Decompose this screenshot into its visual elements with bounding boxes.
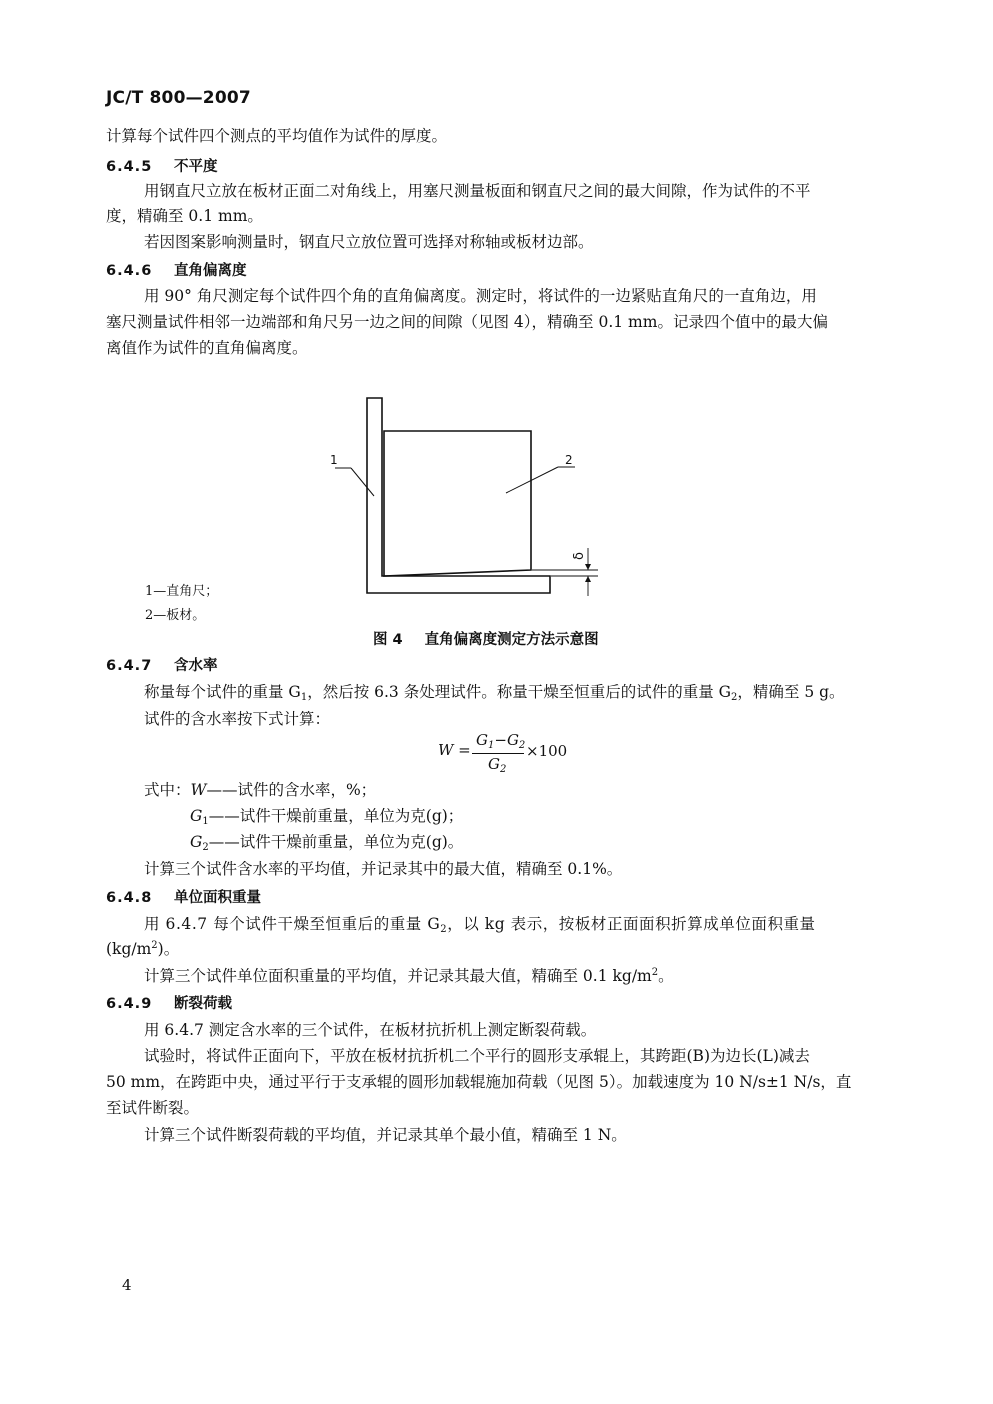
s649-line-4: 至试件断裂。 (106, 1099, 200, 1117)
subscript: 2 (499, 764, 507, 775)
label-1: 1 (330, 453, 338, 467)
section-title: 单位面积重量 (174, 890, 261, 906)
formula-numerator (476, 731, 525, 749)
definition: ——试件的含水率，%； (206, 781, 377, 799)
figure-4-caption (373, 628, 599, 649)
section-6-4-8-heading (106, 886, 261, 907)
subscript: 2 (440, 924, 448, 935)
gap-arrow-up-head (585, 576, 591, 582)
definition: ——试件干燥前重量，单位为克(g)。 (208, 833, 464, 851)
where-w (144, 779, 376, 801)
symbol: G (190, 807, 203, 825)
s647-line-1 (144, 681, 845, 703)
intro-line: 计算每个试件四个测点的平均值作为试件的厚度。 (106, 127, 448, 145)
text-segment: )。 (157, 940, 180, 958)
section-number: 6.4.7 (106, 658, 153, 674)
s645-paragraph-1-line-1: 用钢直尺立放在板材正面二对角线上，用塞尺测量板面和钢直尺之间的最大间隙，作为试件的不平 (144, 182, 811, 200)
text-segment: ，然后按 6.3 条处理试件。称量干燥至恒重后的试件的重量 G (307, 683, 732, 701)
figure-4-legend-1: 1—直角尺； (145, 584, 219, 599)
section-number: 6.4.5 (106, 159, 153, 175)
section-number: 6.4.6 (106, 263, 153, 279)
s649-line-2: 试验时，将试件正面向下，平放在板材抗折机二个平行的圆形支承辊上，其跨距(B)为边长(L)减去 (144, 1047, 810, 1065)
s646-line-2: 塞尺测量试件相邻一边端部和角尺另一边之间的间隙（见图 4），精确至 0.1 mm。记录四个值中的最大偏 (106, 313, 828, 331)
section-title: 不平度 (174, 159, 218, 175)
where-g1 (190, 805, 463, 827)
subscript: 1 (300, 692, 308, 703)
symbol: G (488, 755, 500, 773)
subscript: 2 (731, 692, 738, 703)
text-segment: 用 6.4.7 每个试件干燥至恒重后的重量 G (144, 915, 441, 933)
label-1-leader (351, 468, 374, 496)
formula-rhs: ×100 (526, 742, 568, 760)
section-6-4-7-heading (106, 654, 218, 675)
standard-code-header: JC/T 800—2007 (106, 88, 251, 108)
superscript: 2 (151, 940, 158, 951)
section-6-4-9-heading (106, 992, 232, 1013)
figure-4-legend-2: 2—板材。 (145, 608, 206, 623)
gap-arrow-down-head (585, 564, 591, 570)
section-title: 含水率 (174, 658, 218, 674)
delta-symbol: δ (572, 552, 587, 560)
s647-last-line: 计算三个试件含水率的平均值，并记录其中的最大值，精确至 0.1%。 (144, 860, 623, 878)
definition: ——试件干燥前重量，单位为克(g)； (208, 807, 464, 825)
text-segment: 计算三个试件单位面积重量的平均值，并记录其最大值，精确至 0.1 kg/m (144, 967, 652, 985)
superscript: 2 (651, 967, 659, 978)
section-6-4-6-heading (106, 259, 247, 280)
s649-line-5: 计算三个试件断裂荷载的平均值，并记录其单个最小值，精确至 1 N。 (144, 1126, 627, 1144)
symbol: G (190, 833, 203, 851)
section-number: 6.4.9 (106, 996, 153, 1012)
figure-number: 图 4 (373, 632, 403, 648)
text-segment: (kg/m (106, 940, 152, 958)
figure-4-diagram (310, 390, 610, 605)
board-outline (384, 431, 531, 576)
symbol: G (506, 731, 519, 749)
where-prefix: 式中： (144, 781, 191, 799)
subscript: 1 (487, 740, 495, 751)
s648-line-3 (144, 965, 674, 987)
symbol: G (476, 731, 488, 749)
s647-line-2: 试件的含水率按下式计算： (144, 710, 331, 728)
symbol: W (190, 781, 207, 799)
figure-title: 直角偏离度测定方法示意图 (424, 632, 599, 648)
s649-line-1: 用 6.4.7 测定含水率的三个试件，在板材抗折机上测定断裂荷载。 (144, 1021, 597, 1039)
section-title: 直角偏离度 (174, 263, 247, 279)
symbol: − (494, 731, 507, 749)
square-ruler-outline (367, 398, 550, 593)
s645-paragraph-1-line-2: 度，精确至 0.1 mm。 (106, 207, 263, 225)
fraction-bar (472, 753, 524, 754)
s646-line-1: 用 90° 角尺测定每个试件四个角的直角偏离度。测定时，将试件的一边紧贴直角尺的一直角边，用 (144, 287, 817, 305)
text-segment: 称量每个试件的重量 G (144, 683, 301, 701)
s646-line-3: 离值作为试件的直角偏离度。 (106, 339, 308, 357)
text-segment: ，以 kg 表示，按板材正面面积折算成单位面积重量 (447, 915, 816, 933)
s648-line-1 (144, 913, 816, 935)
section-6-4-5-heading (106, 155, 218, 176)
section-number: 6.4.8 (106, 890, 153, 906)
text-segment: 。 (658, 967, 674, 985)
section-title: 断裂荷载 (174, 996, 232, 1012)
subscript: 2 (202, 842, 209, 853)
s649-line-3: 50 mm，在跨距中央，通过平行于支承辊的圆形加载辊施加荷载（见图 5）。加载速度为 10 N/s±1 N/s，直 (106, 1073, 852, 1091)
page-number: 4 (122, 1276, 132, 1294)
subscript: 1 (202, 816, 209, 827)
formula-fraction (472, 731, 532, 779)
label-2: 2 (565, 453, 573, 467)
s645-paragraph-2: 若因图案影响测量时，钢直尺立放位置可选择对称轴或板材边部。 (144, 233, 594, 251)
text-segment: ，精确至 5 g。 (737, 683, 845, 701)
where-g2 (190, 831, 463, 853)
s648-line-2 (106, 938, 179, 960)
label-2-leader (506, 467, 558, 493)
subscript: 2 (518, 740, 526, 751)
formula-lhs: W = (438, 741, 471, 759)
formula-denominator (488, 755, 506, 773)
